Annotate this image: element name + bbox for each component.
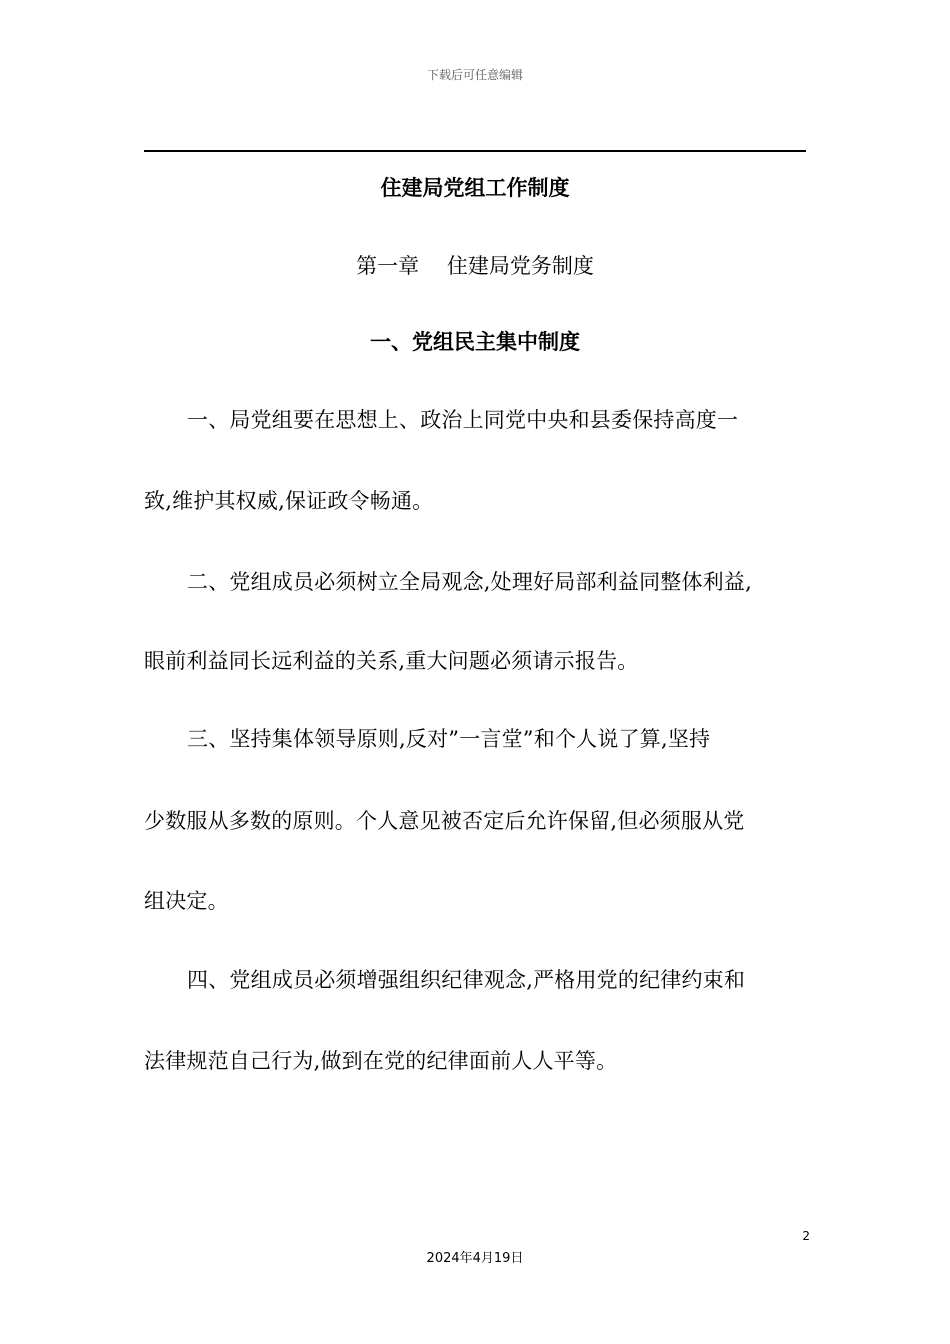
chapter-title: 第一章 住建局党务制度 [356,254,594,278]
paragraph-line: 二、党组成员必须树立全局观念,处理好局部利益同整体利益, [187,570,752,594]
document-title: 住建局党组工作制度 [380,176,570,200]
paragraph-line: 法律规范自己行为,做到在党的纪律面前人人平等。 [144,1049,618,1073]
paragraph-line: 三、坚持集体领导原则,反对”一言堂”和个人说了算,坚持 [187,727,711,751]
paragraph-line: 组决定。 [144,889,229,913]
paragraph-line: 一、局党组要在思想上、政治上同党中央和县委保持高度一 [187,408,739,432]
header-divider [144,150,806,152]
section-title: 一、党组民主集中制度 [370,330,580,354]
page-number: 2 [802,1229,810,1243]
footer-date: 2024年4月19日 [426,1251,524,1266]
paragraph-line: 眼前利益同长远利益的关系,重大问题必须请示报告。 [144,649,639,673]
paragraph-line: 四、党组成员必须增强组织纪律观念,严格用党的纪律约束和 [187,968,746,992]
paragraph-line: 少数服从多数的原则。个人意见被否定后允许保留,但必须服从党 [144,809,745,833]
header-note: 下载后可任意编辑 [426,68,523,82]
paragraph-line: 致,维护其权威,保证政令畅通。 [144,489,434,513]
